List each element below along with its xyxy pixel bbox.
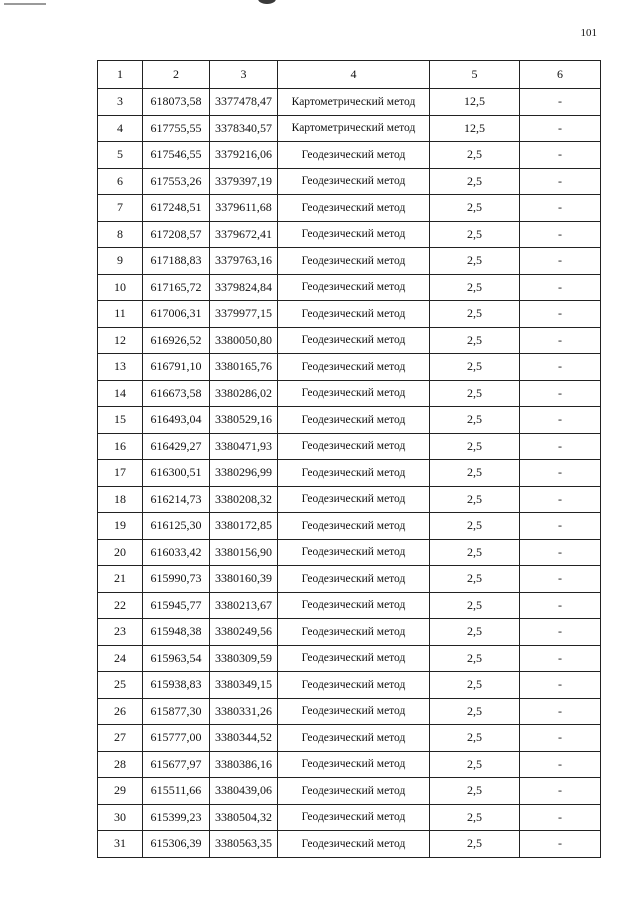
table-row [98, 89, 601, 116]
method-cell: Геодезический метод [278, 778, 430, 805]
note-cell: - [520, 804, 601, 831]
table-row [98, 804, 601, 831]
y-coordinate-cell: 3379763,16 [210, 248, 278, 275]
note-cell: - [520, 539, 601, 566]
note-cell: - [520, 619, 601, 646]
note-cell: - [520, 221, 601, 248]
accuracy-cell: 2,5 [430, 751, 520, 778]
table-row [98, 142, 601, 169]
table-row [98, 274, 601, 301]
point-number-cell: 13 [98, 354, 143, 381]
accuracy-cell: 2,5 [430, 539, 520, 566]
y-coordinate-cell: 3380386,16 [210, 751, 278, 778]
accuracy-cell: 2,5 [430, 645, 520, 672]
accuracy-cell: 12,5 [430, 115, 520, 142]
accuracy-cell: 2,5 [430, 725, 520, 752]
y-coordinate-cell: 3379977,15 [210, 301, 278, 328]
method-cell: Картометрический метод [278, 89, 430, 116]
note-cell: - [520, 751, 601, 778]
accuracy-cell: 2,5 [430, 354, 520, 381]
scan-artifact-line [4, 3, 46, 5]
y-coordinate-cell: 3380208,32 [210, 486, 278, 513]
y-coordinate-cell: 3379216,06 [210, 142, 278, 169]
point-number-cell: 23 [98, 619, 143, 646]
method-cell: Геодезический метод [278, 460, 430, 487]
note-cell: - [520, 327, 601, 354]
method-cell: Геодезический метод [278, 274, 430, 301]
x-coordinate-cell: 616791,10 [143, 354, 210, 381]
table-row [98, 645, 601, 672]
accuracy-cell: 2,5 [430, 460, 520, 487]
x-coordinate-cell: 616033,42 [143, 539, 210, 566]
y-coordinate-cell: 3380286,02 [210, 380, 278, 407]
note-cell: - [520, 89, 601, 116]
y-coordinate-cell: 3380504,32 [210, 804, 278, 831]
accuracy-cell: 2,5 [430, 804, 520, 831]
accuracy-cell: 2,5 [430, 327, 520, 354]
point-number-cell: 15 [98, 407, 143, 434]
note-cell: - [520, 168, 601, 195]
point-number-cell: 26 [98, 698, 143, 725]
y-coordinate-cell: 3380172,85 [210, 513, 278, 540]
accuracy-cell: 2,5 [430, 248, 520, 275]
x-coordinate-cell: 617006,31 [143, 301, 210, 328]
method-cell: Картометрический метод [278, 115, 430, 142]
method-cell: Геодезический метод [278, 672, 430, 699]
note-cell: - [520, 195, 601, 222]
method-cell: Геодезический метод [278, 433, 430, 460]
table-row [98, 619, 601, 646]
point-number-cell: 12 [98, 327, 143, 354]
x-coordinate-cell: 617553,26 [143, 168, 210, 195]
point-number-cell: 24 [98, 645, 143, 672]
y-coordinate-cell: 3380160,39 [210, 566, 278, 593]
note-cell: - [520, 566, 601, 593]
accuracy-cell: 2,5 [430, 380, 520, 407]
point-number-cell: 27 [98, 725, 143, 752]
note-cell: - [520, 354, 601, 381]
y-coordinate-cell: 3380529,16 [210, 407, 278, 434]
page-number: 101 [580, 27, 597, 39]
point-number-cell: 18 [98, 486, 143, 513]
x-coordinate-cell: 618073,58 [143, 89, 210, 116]
method-cell: Геодезический метод [278, 354, 430, 381]
y-coordinate-cell: 3379397,19 [210, 168, 278, 195]
table-row [98, 115, 601, 142]
x-coordinate-cell: 616429,27 [143, 433, 210, 460]
method-cell: Геодезический метод [278, 592, 430, 619]
point-number-cell: 30 [98, 804, 143, 831]
point-number-cell: 8 [98, 221, 143, 248]
accuracy-cell: 2,5 [430, 513, 520, 540]
method-cell: Геодезический метод [278, 486, 430, 513]
note-cell: - [520, 142, 601, 169]
column-header: 1 [98, 61, 143, 89]
method-cell: Геодезический метод [278, 301, 430, 328]
y-coordinate-cell: 3379824,84 [210, 274, 278, 301]
method-cell: Геодезический метод [278, 619, 430, 646]
x-coordinate-cell: 615399,23 [143, 804, 210, 831]
table-row [98, 168, 601, 195]
accuracy-cell: 12,5 [430, 89, 520, 116]
point-number-cell: 28 [98, 751, 143, 778]
method-cell: Геодезический метод [278, 380, 430, 407]
y-coordinate-cell: 3380165,76 [210, 354, 278, 381]
y-coordinate-cell: 3380349,15 [210, 672, 278, 699]
table-row [98, 221, 601, 248]
y-coordinate-cell: 3379611,68 [210, 195, 278, 222]
table-row [98, 407, 601, 434]
x-coordinate-cell: 616926,52 [143, 327, 210, 354]
point-number-cell: 14 [98, 380, 143, 407]
note-cell: - [520, 433, 601, 460]
coordinates-table [97, 60, 601, 858]
x-coordinate-cell: 615963,54 [143, 645, 210, 672]
method-cell: Геодезический метод [278, 248, 430, 275]
accuracy-cell: 2,5 [430, 672, 520, 699]
point-number-cell: 3 [98, 89, 143, 116]
x-coordinate-cell: 617165,72 [143, 274, 210, 301]
x-coordinate-cell: 617248,51 [143, 195, 210, 222]
note-cell: - [520, 407, 601, 434]
table-row [98, 354, 601, 381]
point-number-cell: 11 [98, 301, 143, 328]
method-cell: Геодезический метод [278, 566, 430, 593]
y-coordinate-cell: 3380471,93 [210, 433, 278, 460]
point-number-cell: 5 [98, 142, 143, 169]
accuracy-cell: 2,5 [430, 619, 520, 646]
table-body [98, 89, 601, 858]
y-coordinate-cell: 3380344,52 [210, 725, 278, 752]
table-row [98, 592, 601, 619]
method-cell: Геодезический метод [278, 831, 430, 858]
note-cell: - [520, 725, 601, 752]
accuracy-cell: 2,5 [430, 592, 520, 619]
note-cell: - [520, 486, 601, 513]
table-row [98, 751, 601, 778]
x-coordinate-cell: 617546,55 [143, 142, 210, 169]
y-coordinate-cell: 3380439,06 [210, 778, 278, 805]
method-cell: Геодезический метод [278, 407, 430, 434]
note-cell: - [520, 513, 601, 540]
accuracy-cell: 2,5 [430, 831, 520, 858]
column-header: 3 [210, 61, 278, 89]
point-number-cell: 21 [98, 566, 143, 593]
point-number-cell: 7 [98, 195, 143, 222]
accuracy-cell: 2,5 [430, 433, 520, 460]
method-cell: Геодезический метод [278, 751, 430, 778]
point-number-cell: 17 [98, 460, 143, 487]
point-number-cell: 9 [98, 248, 143, 275]
table-row [98, 539, 601, 566]
column-header: 6 [520, 61, 601, 89]
x-coordinate-cell: 615877,30 [143, 698, 210, 725]
accuracy-cell: 2,5 [430, 221, 520, 248]
y-coordinate-cell: 3380249,56 [210, 619, 278, 646]
method-cell: Геодезический метод [278, 645, 430, 672]
y-coordinate-cell: 3377478,47 [210, 89, 278, 116]
y-coordinate-cell: 3380331,26 [210, 698, 278, 725]
table-row [98, 566, 601, 593]
table-row [98, 831, 601, 858]
y-coordinate-cell: 3380156,90 [210, 539, 278, 566]
x-coordinate-cell: 616673,58 [143, 380, 210, 407]
table-row [98, 380, 601, 407]
x-coordinate-cell: 615306,39 [143, 831, 210, 858]
point-number-cell: 20 [98, 539, 143, 566]
x-coordinate-cell: 616214,73 [143, 486, 210, 513]
y-coordinate-cell: 3378340,57 [210, 115, 278, 142]
point-number-cell: 22 [98, 592, 143, 619]
table-row [98, 327, 601, 354]
note-cell: - [520, 778, 601, 805]
method-cell: Геодезический метод [278, 195, 430, 222]
note-cell: - [520, 248, 601, 275]
table-row [98, 698, 601, 725]
note-cell: - [520, 274, 601, 301]
method-cell: Геодезический метод [278, 142, 430, 169]
table-row [98, 195, 601, 222]
table-row [98, 778, 601, 805]
method-cell: Геодезический метод [278, 221, 430, 248]
table-row [98, 513, 601, 540]
method-cell: Геодезический метод [278, 539, 430, 566]
x-coordinate-cell: 615777,00 [143, 725, 210, 752]
accuracy-cell: 2,5 [430, 486, 520, 513]
column-header: 2 [143, 61, 210, 89]
table-row [98, 433, 601, 460]
x-coordinate-cell: 616493,04 [143, 407, 210, 434]
note-cell: - [520, 592, 601, 619]
accuracy-cell: 2,5 [430, 274, 520, 301]
accuracy-cell: 2,5 [430, 778, 520, 805]
y-coordinate-cell: 3379672,41 [210, 221, 278, 248]
accuracy-cell: 2,5 [430, 168, 520, 195]
method-cell: Геодезический метод [278, 168, 430, 195]
point-number-cell: 6 [98, 168, 143, 195]
column-header: 5 [430, 61, 520, 89]
point-number-cell: 31 [98, 831, 143, 858]
x-coordinate-cell: 615511,66 [143, 778, 210, 805]
point-number-cell: 16 [98, 433, 143, 460]
accuracy-cell: 2,5 [430, 566, 520, 593]
x-coordinate-cell: 615990,73 [143, 566, 210, 593]
point-number-cell: 19 [98, 513, 143, 540]
x-coordinate-cell: 616300,51 [143, 460, 210, 487]
note-cell: - [520, 645, 601, 672]
x-coordinate-cell: 616125,30 [143, 513, 210, 540]
table-row [98, 725, 601, 752]
table-row [98, 672, 601, 699]
y-coordinate-cell: 3380309,59 [210, 645, 278, 672]
note-cell: - [520, 831, 601, 858]
accuracy-cell: 2,5 [430, 698, 520, 725]
method-cell: Геодезический метод [278, 725, 430, 752]
x-coordinate-cell: 617208,57 [143, 221, 210, 248]
point-number-cell: 10 [98, 274, 143, 301]
table-header-row [98, 61, 601, 89]
y-coordinate-cell: 3380050,80 [210, 327, 278, 354]
method-cell: Геодезический метод [278, 698, 430, 725]
point-number-cell: 29 [98, 778, 143, 805]
y-coordinate-cell: 3380296,99 [210, 460, 278, 487]
accuracy-cell: 2,5 [430, 142, 520, 169]
scan-artifact-mark [258, 0, 276, 4]
point-number-cell: 25 [98, 672, 143, 699]
note-cell: - [520, 460, 601, 487]
point-number-cell: 4 [98, 115, 143, 142]
note-cell: - [520, 698, 601, 725]
accuracy-cell: 2,5 [430, 301, 520, 328]
table-row [98, 486, 601, 513]
note-cell: - [520, 115, 601, 142]
table-row [98, 248, 601, 275]
method-cell: Геодезический метод [278, 513, 430, 540]
note-cell: - [520, 672, 601, 699]
note-cell: - [520, 301, 601, 328]
x-coordinate-cell: 617188,83 [143, 248, 210, 275]
x-coordinate-cell: 615938,83 [143, 672, 210, 699]
table-row [98, 301, 601, 328]
x-coordinate-cell: 615945,77 [143, 592, 210, 619]
y-coordinate-cell: 3380213,67 [210, 592, 278, 619]
x-coordinate-cell: 615677,97 [143, 751, 210, 778]
table-row [98, 460, 601, 487]
y-coordinate-cell: 3380563,35 [210, 831, 278, 858]
column-header: 4 [278, 61, 430, 89]
x-coordinate-cell: 617755,55 [143, 115, 210, 142]
accuracy-cell: 2,5 [430, 195, 520, 222]
method-cell: Геодезический метод [278, 327, 430, 354]
method-cell: Геодезический метод [278, 804, 430, 831]
x-coordinate-cell: 615948,38 [143, 619, 210, 646]
accuracy-cell: 2,5 [430, 407, 520, 434]
note-cell: - [520, 380, 601, 407]
